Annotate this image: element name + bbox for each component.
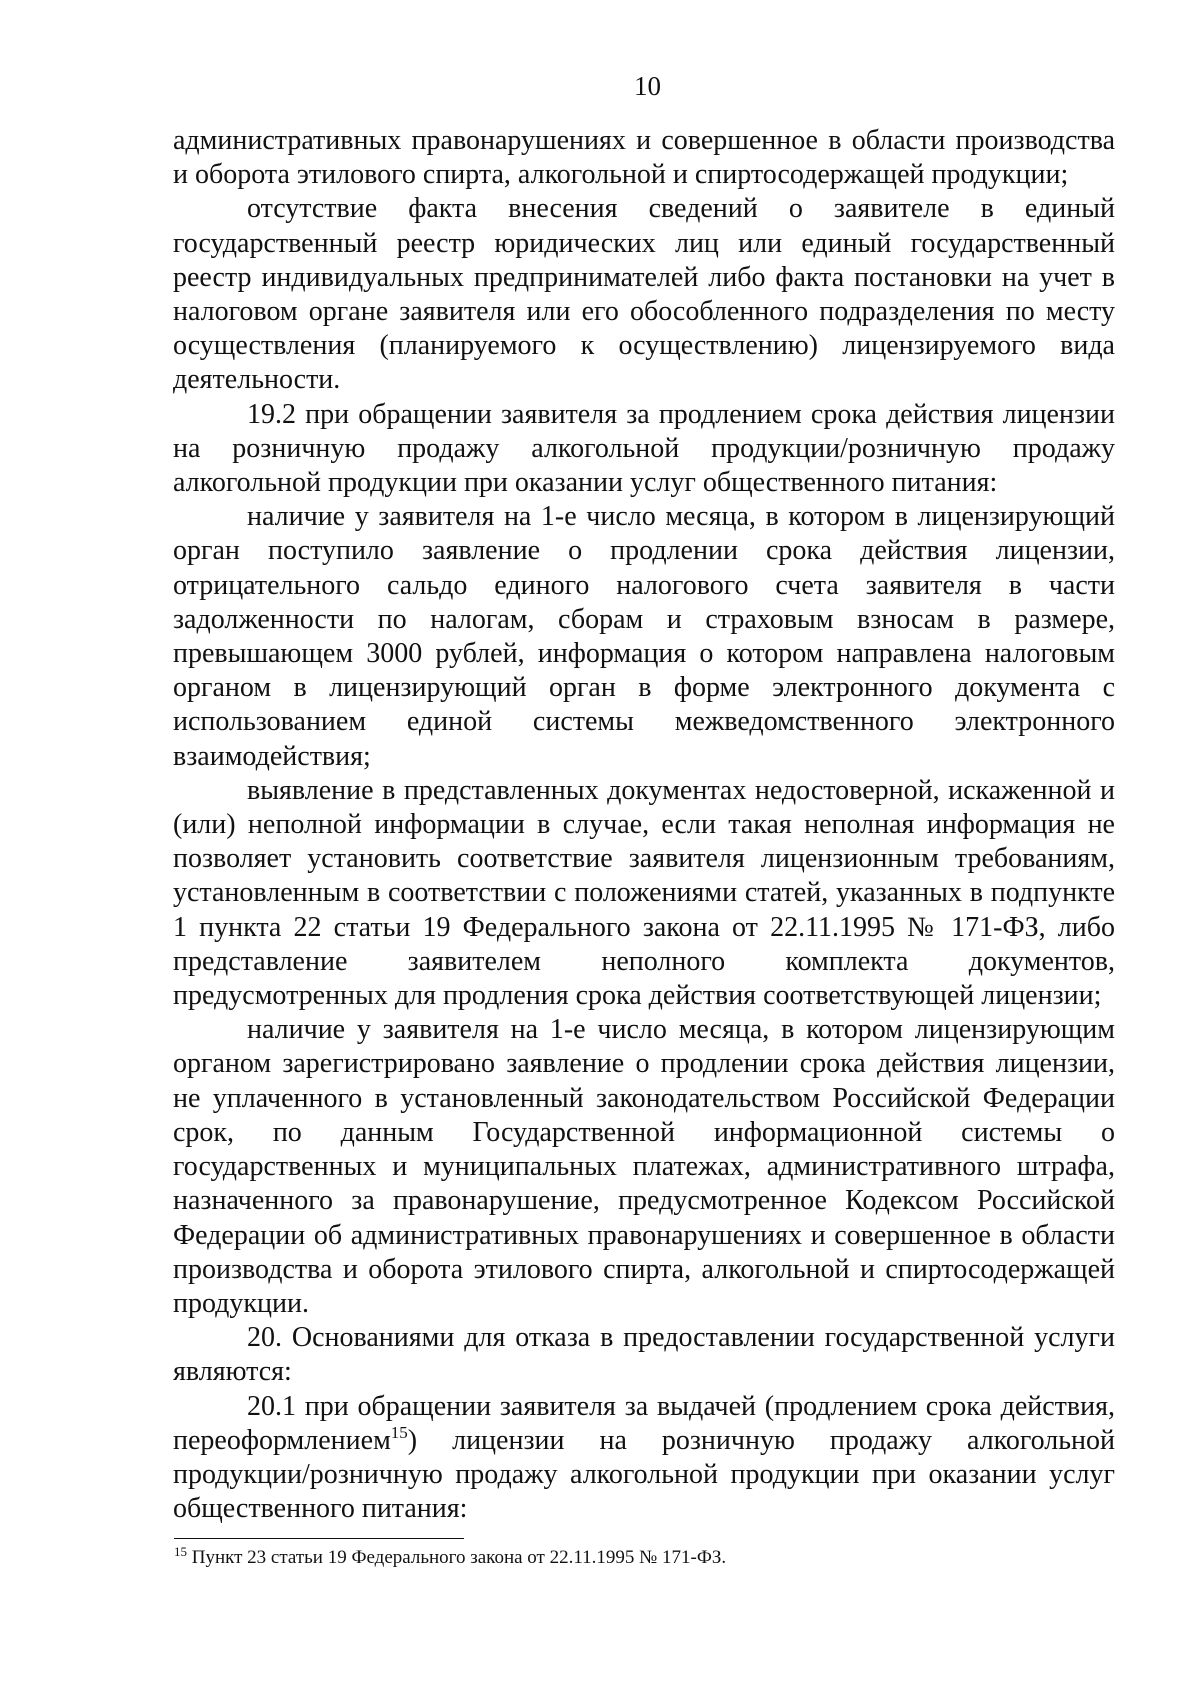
footnote-reference: 15 <box>390 1422 408 1442</box>
footnote-mark: 15 <box>174 1544 187 1559</box>
footnote-text: Пункт 23 статьи 19 Федерального закона от 22.11.1995 № 171-ФЗ. <box>187 1547 727 1568</box>
paragraph-20-1-start: 20.1 при обращении заявителя за выдачей (продлением срока действия, переоформлением <box>173 1390 1115 1456</box>
paragraph-20: 20. Основаниями для отказа в предоставлении государственной услуги являются: <box>173 1322 1115 1388</box>
paragraph-false-information: выявление в представленных документах недостоверной, искаженной и (или) неполной информации в случае, если такая неполная информация не позволяет установить соответствие заявителя лицензионным требованиям, установленным в соответствии с положениями статей, указанных в подпункте 1 пункта 22 статьи 19 Федерального закона от 22.11.1995 № 171-ФЗ, либо представление заявителем неполного комплекта документов, предусмотренных для продления срока действия соответствующей лицензии; <box>173 774 1115 1012</box>
footnote <box>174 1546 1114 1570</box>
paragraph-registry-absence: отсутствие факта внесения сведений о заявителе в единый государственный реестр юридических лиц или единый государственный реестр индивидуальных предпринимателей либо факта постановки на учет в налоговом органе заявителя или его обособленного подразделения по месту осуществления (планируемого к осуществлению) лицензируемого вида деятельности. <box>173 193 1115 396</box>
paragraph-unpaid-fine: наличие у заявителя на 1-е число месяца, в котором лицензирующим органом зарегистрировано заявление о продлении срока действия лицензии, не уплаченного в установленный законодательством Российской Федерации срок, по данным Государственной информационной системы о государственных и муниципальных платежах, административного штрафа, назначенного за правонарушение, предусмотренное Кодексом Российской Федерации об административных правонарушениях и совершенное в области производства и оборота этилового спирта, алкогольной и спиртосодержащей продукции. <box>173 1014 1115 1319</box>
paragraph-20-1 <box>173 1390 1115 1527</box>
page-number: 10 <box>634 71 661 101</box>
paragraph-continuation: административных правонарушениях и совершенное в области производства и оборота этилового спирта, алкогольной и спиртосодержащей продукции; <box>173 125 1115 191</box>
paragraph-19-2: 19.2 при обращении заявителя за продлением срока действия лицензии на розничную продажу алкогольной продукции/розничную продажу алкогольной продукции при оказании услуг общественного питания: <box>173 398 1115 499</box>
paragraph-negative-balance: наличие у заявителя на 1-е число месяца, в котором в лицензирующий орган поступило заявление о продлении срока действия лицензии, отрицательного сальдо единого налогового счета заявителя в части задолженности по налогам, сборам и страховым взносам в размере, превышающем 3000 рублей, информация о котором направлена налоговым органом в лицензирующий орган в форме электронного документа с использованием единой системы межведомственного электронного взаимодействия; <box>173 501 1115 772</box>
footnote-separator <box>174 1538 464 1539</box>
body-text <box>173 124 1115 1526</box>
paragraph-20-1-end: ) лицензии на розничную продажу алкогольной продукции/розничную продажу алкогольной продукции при оказании услуг общественного питания: <box>173 1424 1115 1525</box>
